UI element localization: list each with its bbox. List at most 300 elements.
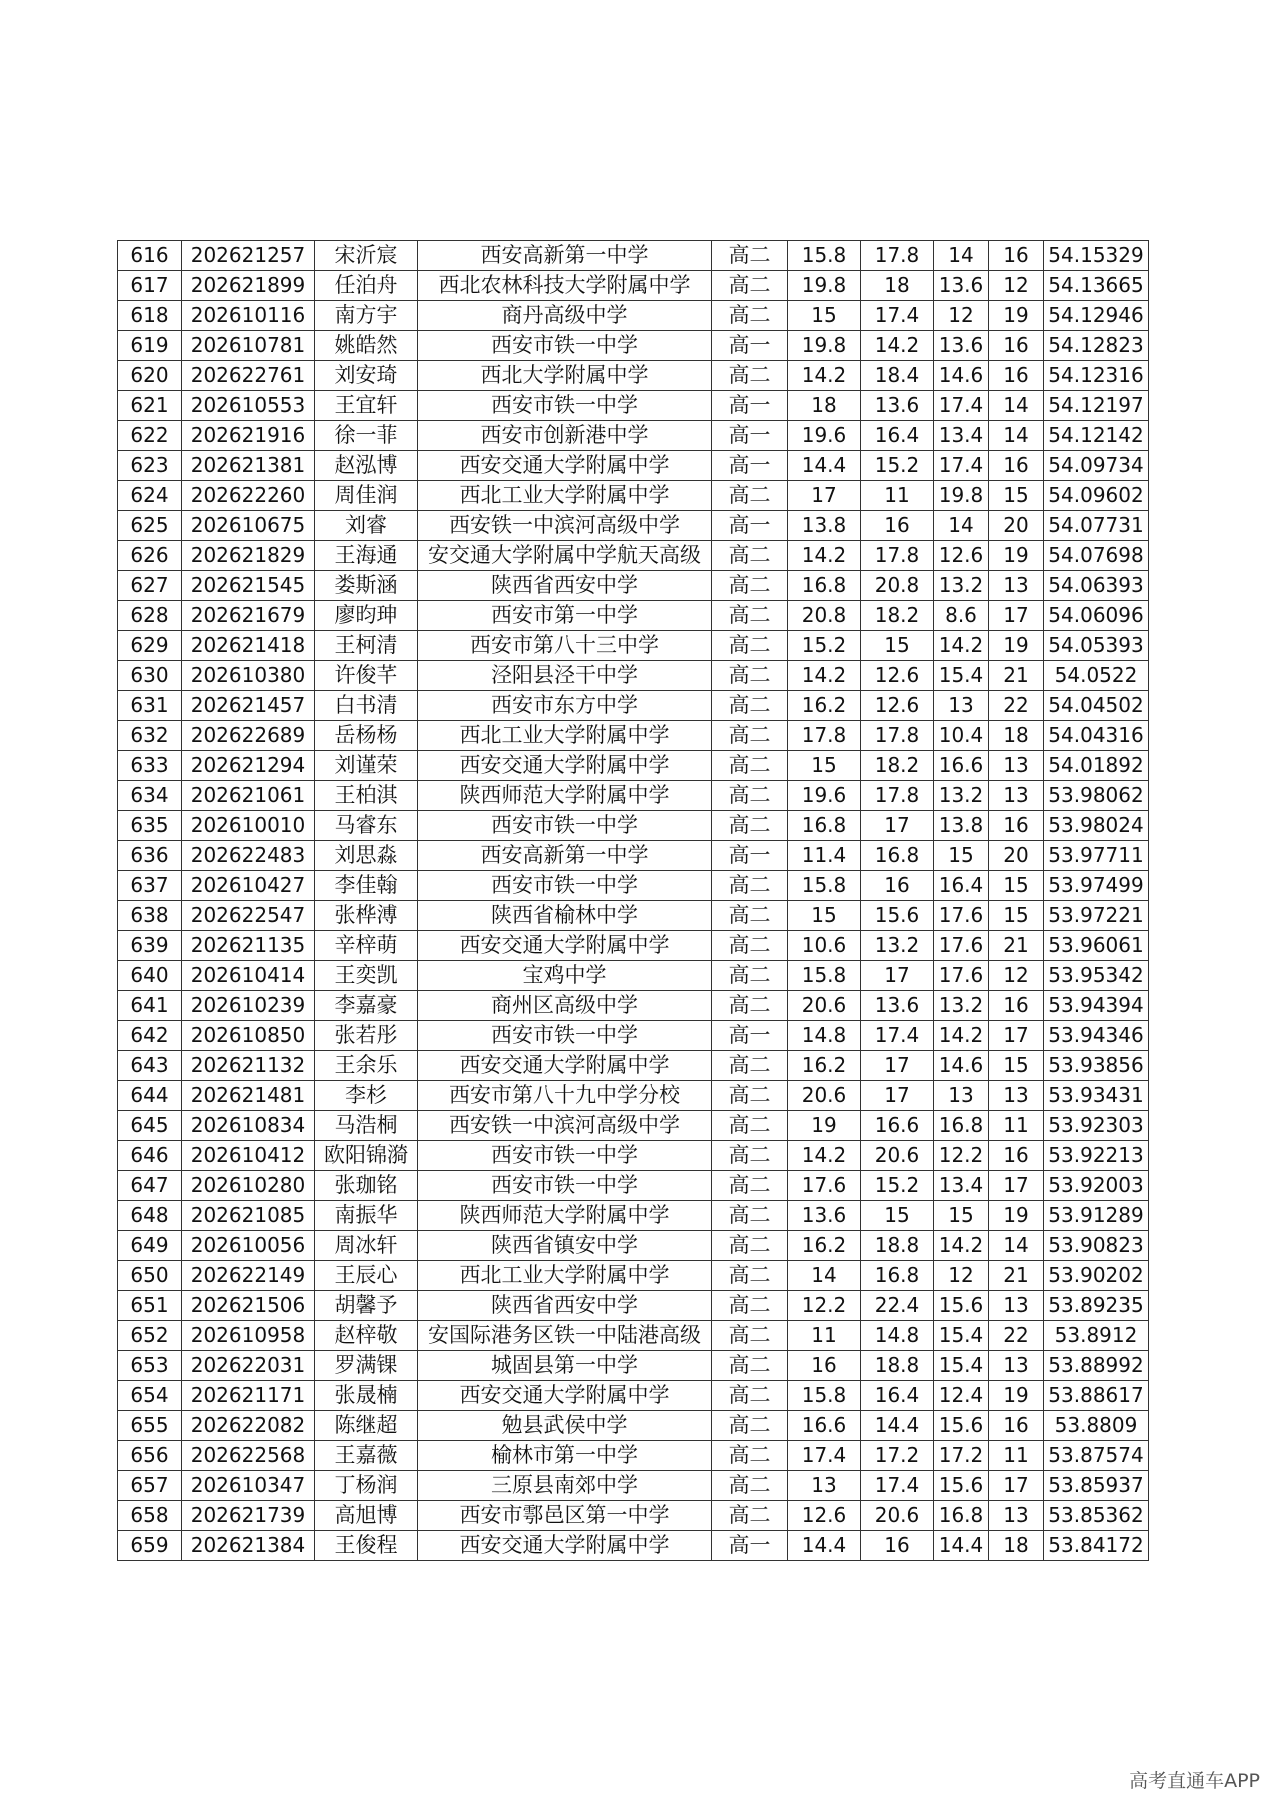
cell-score-2: 14.8 [861, 1321, 934, 1351]
cell-exam-id: 202622547 [182, 901, 315, 931]
cell-score-2: 22.4 [861, 1291, 934, 1321]
cell-score-1: 19.8 [788, 271, 861, 301]
cell-name: 任泊舟 [315, 271, 418, 301]
table-row [118, 931, 1149, 961]
cell-score-1: 16 [788, 1351, 861, 1381]
cell-rank: 637 [118, 871, 182, 901]
cell-score-3: 10.4 [934, 721, 989, 751]
cell-score-1: 15.8 [788, 961, 861, 991]
cell-rank: 627 [118, 571, 182, 601]
cell-score-2: 18.8 [861, 1231, 934, 1261]
cell-name: 李杉 [315, 1081, 418, 1111]
cell-total-score: 53.94394 [1044, 991, 1149, 1021]
table-row [118, 811, 1149, 841]
cell-rank: 619 [118, 331, 182, 361]
cell-grade: 高二 [712, 931, 788, 961]
table-row [118, 571, 1149, 601]
cell-total-score: 54.06393 [1044, 571, 1149, 601]
table-row [118, 361, 1149, 391]
cell-rank: 633 [118, 751, 182, 781]
cell-score-1: 16.8 [788, 811, 861, 841]
cell-score-3: 13.6 [934, 331, 989, 361]
cell-score-3: 13 [934, 691, 989, 721]
cell-grade: 高一 [712, 421, 788, 451]
cell-score-2: 16.4 [861, 1381, 934, 1411]
cell-score-3: 13.2 [934, 781, 989, 811]
cell-score-2: 16 [861, 511, 934, 541]
cell-score-3: 15 [934, 841, 989, 871]
cell-rank: 657 [118, 1471, 182, 1501]
cell-score-2: 18 [861, 271, 934, 301]
cell-total-score: 53.93431 [1044, 1081, 1149, 1111]
cell-grade: 高二 [712, 241, 788, 271]
cell-score-3: 13.4 [934, 421, 989, 451]
cell-score-2: 15 [861, 1201, 934, 1231]
cell-score-4: 14 [989, 391, 1044, 421]
cell-total-score: 53.96061 [1044, 931, 1149, 961]
table-row [118, 1441, 1149, 1471]
cell-school: 榆林市第一中学 [418, 1441, 712, 1471]
cell-exam-id: 202622483 [182, 841, 315, 871]
cell-school: 西安交通大学附属中学 [418, 751, 712, 781]
cell-score-2: 16 [861, 1531, 934, 1561]
cell-score-3: 12.2 [934, 1141, 989, 1171]
cell-score-4: 15 [989, 481, 1044, 511]
table-row [118, 421, 1149, 451]
cell-school: 安交通大学附属中学航天高级 [418, 541, 712, 571]
cell-name: 刘睿 [315, 511, 418, 541]
cell-grade: 高二 [712, 751, 788, 781]
cell-grade: 高二 [712, 1501, 788, 1531]
cell-rank: 616 [118, 241, 182, 271]
cell-name: 赵梓敬 [315, 1321, 418, 1351]
cell-score-1: 12.2 [788, 1291, 861, 1321]
cell-grade: 高二 [712, 991, 788, 1021]
cell-school: 西安市铁一中学 [418, 811, 712, 841]
cell-grade: 高二 [712, 781, 788, 811]
cell-score-1: 13.6 [788, 1201, 861, 1231]
cell-score-3: 17.6 [934, 961, 989, 991]
cell-grade: 高二 [712, 1081, 788, 1111]
cell-score-1: 15.8 [788, 871, 861, 901]
cell-name: 廖昀珅 [315, 601, 418, 631]
cell-name: 岳杨杨 [315, 721, 418, 751]
cell-exam-id: 202610116 [182, 301, 315, 331]
cell-score-4: 13 [989, 751, 1044, 781]
cell-exam-id: 202622568 [182, 1441, 315, 1471]
cell-score-2: 11 [861, 481, 934, 511]
cell-total-score: 53.97499 [1044, 871, 1149, 901]
table-row [118, 331, 1149, 361]
cell-rank: 641 [118, 991, 182, 1021]
cell-score-4: 16 [989, 241, 1044, 271]
cell-total-score: 53.90823 [1044, 1231, 1149, 1261]
cell-total-score: 54.0522 [1044, 661, 1149, 691]
cell-grade: 高二 [712, 1411, 788, 1441]
cell-score-1: 20.6 [788, 991, 861, 1021]
cell-score-3: 14.6 [934, 1051, 989, 1081]
cell-total-score: 53.95342 [1044, 961, 1149, 991]
cell-total-score: 53.98024 [1044, 811, 1149, 841]
cell-total-score: 54.07731 [1044, 511, 1149, 541]
cell-score-3: 17.4 [934, 391, 989, 421]
cell-score-4: 17 [989, 1021, 1044, 1051]
cell-score-3: 14 [934, 241, 989, 271]
cell-school: 陕西师范大学附属中学 [418, 1201, 712, 1231]
cell-grade: 高二 [712, 361, 788, 391]
table-row [118, 1291, 1149, 1321]
cell-total-score: 53.85937 [1044, 1471, 1149, 1501]
cell-exam-id: 202610280 [182, 1171, 315, 1201]
cell-score-3: 12 [934, 301, 989, 331]
cell-name: 宋沂宸 [315, 241, 418, 271]
cell-score-4: 21 [989, 661, 1044, 691]
score-table-body [118, 241, 1149, 1561]
cell-school: 勉县武侯中学 [418, 1411, 712, 1441]
cell-score-1: 14.2 [788, 661, 861, 691]
cell-grade: 高二 [712, 1291, 788, 1321]
cell-total-score: 53.88992 [1044, 1351, 1149, 1381]
cell-exam-id: 202610412 [182, 1141, 315, 1171]
cell-school: 西安市鄠邑区第一中学 [418, 1501, 712, 1531]
cell-name: 刘谨荣 [315, 751, 418, 781]
cell-score-3: 16.8 [934, 1501, 989, 1531]
cell-exam-id: 202621384 [182, 1531, 315, 1561]
cell-total-score: 54.13665 [1044, 271, 1149, 301]
cell-total-score: 54.09734 [1044, 451, 1149, 481]
cell-score-1: 20.6 [788, 1081, 861, 1111]
cell-score-4: 21 [989, 1261, 1044, 1291]
cell-score-2: 18.2 [861, 751, 934, 781]
cell-score-3: 15.6 [934, 1471, 989, 1501]
cell-rank: 643 [118, 1051, 182, 1081]
cell-score-1: 16.2 [788, 1051, 861, 1081]
cell-score-2: 14.4 [861, 1411, 934, 1441]
cell-score-2: 18.8 [861, 1351, 934, 1381]
cell-score-4: 17 [989, 1471, 1044, 1501]
cell-total-score: 53.84172 [1044, 1531, 1149, 1561]
cell-total-score: 53.92303 [1044, 1111, 1149, 1141]
cell-grade: 高二 [712, 1321, 788, 1351]
cell-total-score: 54.09602 [1044, 481, 1149, 511]
cell-school: 西安市铁一中学 [418, 871, 712, 901]
cell-score-4: 16 [989, 811, 1044, 841]
cell-exam-id: 202610056 [182, 1231, 315, 1261]
cell-school: 西安市第八十三中学 [418, 631, 712, 661]
cell-score-4: 11 [989, 1441, 1044, 1471]
table-row [118, 241, 1149, 271]
cell-grade: 高二 [712, 1231, 788, 1261]
cell-total-score: 53.85362 [1044, 1501, 1149, 1531]
cell-score-4: 11 [989, 1111, 1044, 1141]
cell-exam-id: 202621061 [182, 781, 315, 811]
cell-score-2: 17.4 [861, 301, 934, 331]
cell-school: 安国际港务区铁一中陆港高级 [418, 1321, 712, 1351]
cell-score-3: 15.6 [934, 1291, 989, 1321]
cell-score-4: 16 [989, 1411, 1044, 1441]
cell-grade: 高二 [712, 301, 788, 331]
cell-grade: 高一 [712, 511, 788, 541]
cell-rank: 631 [118, 691, 182, 721]
cell-grade: 高二 [712, 1141, 788, 1171]
cell-total-score: 54.15329 [1044, 241, 1149, 271]
cell-score-1: 19.6 [788, 421, 861, 451]
cell-score-1: 14.8 [788, 1021, 861, 1051]
cell-score-4: 12 [989, 961, 1044, 991]
cell-score-2: 15.2 [861, 1171, 934, 1201]
cell-score-1: 15.8 [788, 241, 861, 271]
table-row [118, 391, 1149, 421]
cell-grade: 高一 [712, 391, 788, 421]
cell-score-1: 19.8 [788, 331, 861, 361]
cell-score-3: 14.2 [934, 1231, 989, 1261]
cell-name: 马浩桐 [315, 1111, 418, 1141]
cell-score-3: 17.2 [934, 1441, 989, 1471]
cell-rank: 646 [118, 1141, 182, 1171]
cell-score-4: 17 [989, 1171, 1044, 1201]
cell-grade: 高二 [712, 541, 788, 571]
table-row [118, 871, 1149, 901]
cell-score-3: 15.4 [934, 1351, 989, 1381]
cell-school: 商州区高级中学 [418, 991, 712, 1021]
cell-grade: 高一 [712, 841, 788, 871]
cell-rank: 630 [118, 661, 182, 691]
cell-grade: 高一 [712, 1531, 788, 1561]
cell-name: 王俊程 [315, 1531, 418, 1561]
cell-name: 王海通 [315, 541, 418, 571]
cell-exam-id: 202610834 [182, 1111, 315, 1141]
cell-score-4: 19 [989, 301, 1044, 331]
cell-total-score: 53.90202 [1044, 1261, 1149, 1291]
cell-total-score: 53.91289 [1044, 1201, 1149, 1231]
cell-name: 刘思淼 [315, 841, 418, 871]
cell-total-score: 53.87574 [1044, 1441, 1149, 1471]
cell-school: 商丹高级中学 [418, 301, 712, 331]
cell-score-4: 14 [989, 1231, 1044, 1261]
cell-score-4: 15 [989, 1051, 1044, 1081]
cell-score-4: 13 [989, 1081, 1044, 1111]
cell-name: 王奕凯 [315, 961, 418, 991]
cell-rank: 647 [118, 1171, 182, 1201]
cell-grade: 高二 [712, 571, 788, 601]
cell-score-1: 17.6 [788, 1171, 861, 1201]
cell-rank: 645 [118, 1111, 182, 1141]
cell-school: 西北工业大学附属中学 [418, 721, 712, 751]
cell-grade: 高二 [712, 1051, 788, 1081]
cell-score-1: 11 [788, 1321, 861, 1351]
table-row [118, 1351, 1149, 1381]
table-row [118, 451, 1149, 481]
cell-score-1: 14.2 [788, 1141, 861, 1171]
cell-name: 高旭博 [315, 1501, 418, 1531]
cell-score-2: 18.4 [861, 361, 934, 391]
cell-grade: 高一 [712, 1021, 788, 1051]
cell-score-3: 13.4 [934, 1171, 989, 1201]
cell-score-3: 13.2 [934, 571, 989, 601]
cell-rank: 655 [118, 1411, 182, 1441]
cell-name: 李佳翰 [315, 871, 418, 901]
cell-score-2: 17 [861, 811, 934, 841]
cell-rank: 636 [118, 841, 182, 871]
cell-school: 三原县南郊中学 [418, 1471, 712, 1501]
cell-exam-id: 202622149 [182, 1261, 315, 1291]
cell-grade: 高二 [712, 1471, 788, 1501]
cell-score-4: 14 [989, 421, 1044, 451]
cell-score-4: 20 [989, 841, 1044, 871]
cell-score-2: 17 [861, 1081, 934, 1111]
cell-rank: 648 [118, 1201, 182, 1231]
cell-exam-id: 202621171 [182, 1381, 315, 1411]
cell-name: 姚皓然 [315, 331, 418, 361]
cell-exam-id: 202621381 [182, 451, 315, 481]
cell-rank: 654 [118, 1381, 182, 1411]
cell-rank: 653 [118, 1351, 182, 1381]
table-row [118, 1141, 1149, 1171]
cell-score-1: 16.8 [788, 571, 861, 601]
cell-exam-id: 202621481 [182, 1081, 315, 1111]
cell-exam-id: 202610553 [182, 391, 315, 421]
cell-name: 王嘉薇 [315, 1441, 418, 1471]
cell-name: 张珈铭 [315, 1171, 418, 1201]
cell-grade: 高二 [712, 1261, 788, 1291]
cell-exam-id: 202610675 [182, 511, 315, 541]
cell-rank: 634 [118, 781, 182, 811]
cell-score-1: 19.6 [788, 781, 861, 811]
cell-score-1: 15 [788, 301, 861, 331]
cell-rank: 624 [118, 481, 182, 511]
cell-rank: 625 [118, 511, 182, 541]
table-row [118, 691, 1149, 721]
cell-score-3: 15.6 [934, 1411, 989, 1441]
cell-rank: 622 [118, 421, 182, 451]
cell-exam-id: 202621545 [182, 571, 315, 601]
table-row [118, 1021, 1149, 1051]
cell-score-2: 17 [861, 961, 934, 991]
cell-grade: 高二 [712, 721, 788, 751]
cell-name: 李嘉豪 [315, 991, 418, 1021]
cell-school: 西安市铁一中学 [418, 1171, 712, 1201]
cell-score-3: 16.4 [934, 871, 989, 901]
cell-grade: 高二 [712, 661, 788, 691]
cell-score-2: 16.8 [861, 1261, 934, 1291]
cell-score-3: 14.6 [934, 361, 989, 391]
cell-score-4: 16 [989, 451, 1044, 481]
cell-grade: 高二 [712, 481, 788, 511]
cell-grade: 高二 [712, 1171, 788, 1201]
table-row [118, 1531, 1149, 1561]
cell-school: 宝鸡中学 [418, 961, 712, 991]
cell-score-2: 17.4 [861, 1021, 934, 1051]
table-row [118, 1381, 1149, 1411]
cell-exam-id: 202621916 [182, 421, 315, 451]
table-row [118, 961, 1149, 991]
cell-score-2: 17.4 [861, 1471, 934, 1501]
cell-score-1: 10.6 [788, 931, 861, 961]
cell-score-2: 17 [861, 1051, 934, 1081]
cell-score-3: 14 [934, 511, 989, 541]
cell-grade: 高二 [712, 1351, 788, 1381]
cell-grade: 高二 [712, 1441, 788, 1471]
cell-name: 南方宇 [315, 301, 418, 331]
cell-grade: 高二 [712, 901, 788, 931]
cell-total-score: 53.97711 [1044, 841, 1149, 871]
cell-score-3: 8.6 [934, 601, 989, 631]
cell-score-2: 16.6 [861, 1111, 934, 1141]
cell-grade: 高一 [712, 331, 788, 361]
cell-score-3: 13.8 [934, 811, 989, 841]
cell-total-score: 54.04502 [1044, 691, 1149, 721]
cell-grade: 高二 [712, 631, 788, 661]
cell-score-1: 15.8 [788, 1381, 861, 1411]
cell-rank: 651 [118, 1291, 182, 1321]
cell-total-score: 53.88617 [1044, 1381, 1149, 1411]
cell-name: 胡馨予 [315, 1291, 418, 1321]
cell-score-2: 12.6 [861, 691, 934, 721]
cell-name: 周佳润 [315, 481, 418, 511]
cell-score-3: 12.4 [934, 1381, 989, 1411]
cell-score-2: 20.6 [861, 1501, 934, 1531]
cell-exam-id: 202610781 [182, 331, 315, 361]
cell-name: 南振华 [315, 1201, 418, 1231]
cell-grade: 高二 [712, 1381, 788, 1411]
cell-score-1: 16.2 [788, 691, 861, 721]
cell-school: 西安市第八十九中学分校 [418, 1081, 712, 1111]
cell-total-score: 53.93856 [1044, 1051, 1149, 1081]
cell-score-1: 14.2 [788, 541, 861, 571]
table-row [118, 1501, 1149, 1531]
cell-score-3: 15.4 [934, 661, 989, 691]
cell-rank: 649 [118, 1231, 182, 1261]
cell-grade: 高二 [712, 871, 788, 901]
cell-total-score: 53.92213 [1044, 1141, 1149, 1171]
table-row [118, 1411, 1149, 1441]
cell-grade: 高一 [712, 451, 788, 481]
cell-school: 西安交通大学附属中学 [418, 1531, 712, 1561]
cell-name: 王柏淇 [315, 781, 418, 811]
table-row [118, 841, 1149, 871]
cell-score-1: 16.6 [788, 1411, 861, 1441]
cell-school: 西安铁一中滨河高级中学 [418, 511, 712, 541]
cell-score-3: 12 [934, 1261, 989, 1291]
cell-score-4: 16 [989, 1141, 1044, 1171]
cell-score-2: 18.2 [861, 601, 934, 631]
cell-score-2: 16 [861, 871, 934, 901]
cell-score-4: 13 [989, 781, 1044, 811]
cell-school: 陕西省榆林中学 [418, 901, 712, 931]
cell-score-2: 12.6 [861, 661, 934, 691]
cell-school: 西北工业大学附属中学 [418, 481, 712, 511]
table-row [118, 1081, 1149, 1111]
table-row [118, 1111, 1149, 1141]
cell-name: 周冰轩 [315, 1231, 418, 1261]
cell-name: 张若彤 [315, 1021, 418, 1051]
cell-score-3: 16.6 [934, 751, 989, 781]
cell-score-4: 19 [989, 1201, 1044, 1231]
table-row [118, 271, 1149, 301]
cell-score-2: 16.4 [861, 421, 934, 451]
cell-name: 马睿东 [315, 811, 418, 841]
cell-name: 辛梓萌 [315, 931, 418, 961]
table-row [118, 661, 1149, 691]
cell-score-3: 13.6 [934, 271, 989, 301]
cell-exam-id: 202621135 [182, 931, 315, 961]
cell-score-4: 17 [989, 601, 1044, 631]
cell-score-3: 19.8 [934, 481, 989, 511]
cell-score-3: 15.4 [934, 1321, 989, 1351]
cell-rank: 623 [118, 451, 182, 481]
cell-score-1: 15 [788, 901, 861, 931]
cell-school: 西北农林科技大学附属中学 [418, 271, 712, 301]
